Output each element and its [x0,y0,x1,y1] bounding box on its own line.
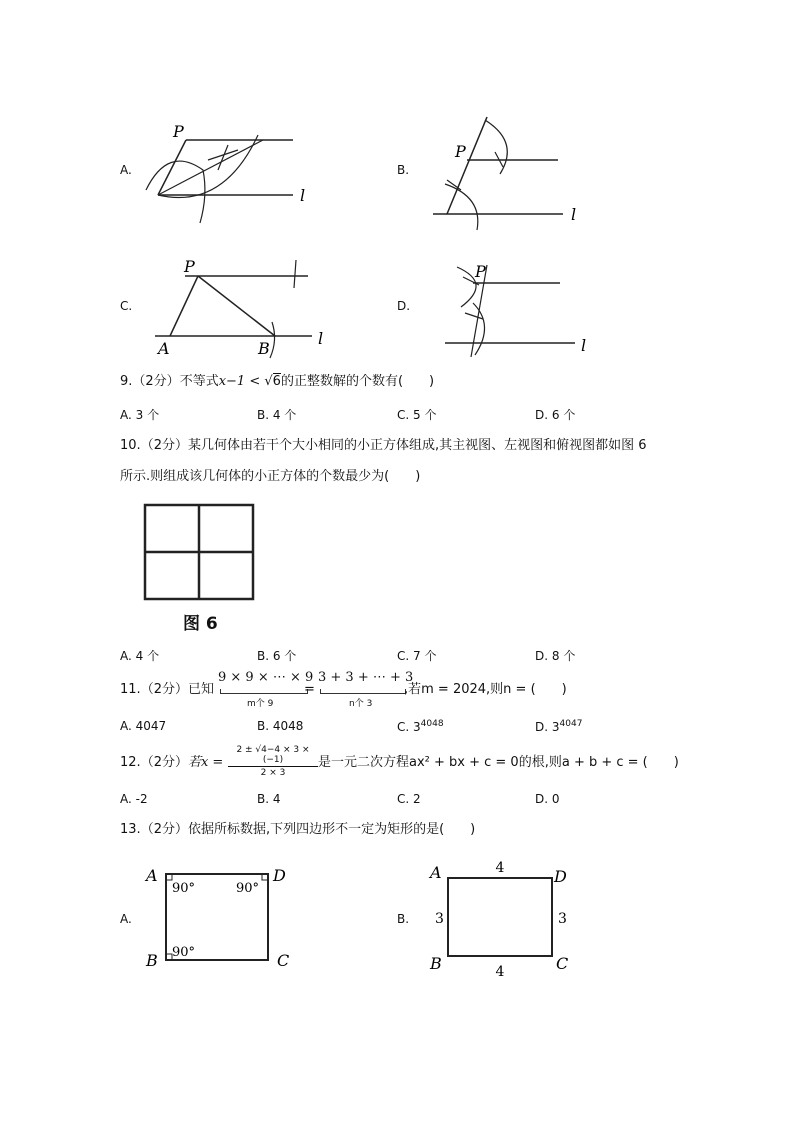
q9-option-c[interactable]: C. 5 个 [397,408,437,422]
q8-option-a-label: A. [120,163,132,177]
q13a-vertex-c: C [277,951,290,970]
question-12 [120,755,223,771]
q11-equals: = [304,682,315,697]
q9-pre: 不等式 [179,374,219,389]
q13-score: （2分） [140,822,188,837]
q12-option-b[interactable]: B. 4 [257,792,281,806]
q10-option-b[interactable]: B. 6 个 [257,649,297,663]
q9-number: 9. [120,374,133,389]
question-13 [120,822,475,838]
q13b-vertex-d: D [554,867,567,886]
question-10-line1 [120,438,647,454]
q13-option-b-label[interactable]: B. [397,912,410,926]
q11-right-brace [320,689,406,694]
q8-option-c-label: C. [120,299,133,313]
question-11 [120,682,214,698]
q12-number: 12. [120,755,141,770]
q13b-side-bottom: 4 [495,964,505,980]
q12-option-c[interactable]: C. 2 [397,792,421,806]
q11-option-b[interactable]: B. 4048 [257,719,304,733]
q13a-angle-b: 90° [172,945,196,960]
sqrt-icon: √ [264,374,273,389]
q11-post: ,若m = 2024,则n = ( ) [404,682,567,697]
q11-right-sum: 3 + 3 + ⋯ + 3 [318,670,414,685]
q10-score: （2分） [140,438,188,453]
q12-pre: 若x = [187,755,224,770]
q8c-point-b: B [258,339,270,358]
q11-option-d-exponent: 4047 [559,719,583,729]
q10-option-c[interactable]: C. 7 个 [397,649,437,663]
q8-option-b-label: B. [397,163,410,177]
q10-text-line2: 所示.则组成该几何体的小正方体的个数最少为( ) [120,469,421,484]
q10-number: 10. [120,438,141,453]
q13-number: 13. [120,822,141,837]
q9-option-a[interactable]: A. 3 个 [120,408,160,422]
q11-right-count: n个 3 [349,699,373,709]
q13b-vertex-c: C [556,954,569,973]
q11-left-count: m个 9 [247,699,274,709]
q13b-side-top: 4 [495,860,505,876]
q12-denominator: 2 × 3 [260,768,286,778]
q9-option-d[interactable]: D. 6 个 [535,408,576,422]
q8b-line-l: l [571,205,577,224]
q8-figure-c [150,250,340,360]
q13-option-a-label[interactable]: A. [120,912,132,926]
q11-option-c-exponent: 4048 [420,719,444,729]
q11-left-brace [220,689,308,694]
q13b-vertex-b: B [430,954,442,973]
q13b-vertex-a: A [430,863,442,882]
q11-option-c-text: C. 3 [397,720,421,734]
q11-option-d-text: D. 3 [535,720,560,734]
q13b-side-right: 3 [558,911,567,927]
q9-option-b[interactable]: B. 4 个 [257,408,297,422]
q11-option-d[interactable] [535,719,582,734]
q13-text: 依据所标数据,下列四边形不一定为矩形的是( ) [187,822,476,837]
q11-left-product: 9 × 9 × ⋯ × 9 [218,670,314,685]
q13-figure-b [420,855,590,980]
q13a-angle-a: 90° [172,881,196,896]
q10-option-d[interactable]: D. 8 个 [535,649,576,663]
q9-score: （2分） [132,374,180,389]
q10-option-a[interactable]: A. 4 个 [120,649,160,663]
q13a-vertex-d: D [273,866,286,885]
q8d-line-l: l [581,336,587,355]
q11-number: 11. [120,682,141,697]
q12-score: （2分） [140,755,188,770]
q13a-vertex-a: A [146,866,158,885]
q9-sqrt-arg: 6 [272,374,281,389]
q13-figure-a [140,860,310,975]
q12-option-a[interactable]: A. -2 [120,792,148,806]
q8c-point-p: P [184,257,195,276]
q10-text-line1: 某几何体由若干个大小相同的小正方体组成,其主视图、左视图和俯视图都如图 6 [187,438,647,453]
question-9 [120,374,434,390]
q12-fraction [228,745,318,778]
q8-figure-b [425,112,585,232]
q13b-side-left: 3 [435,911,444,927]
q8d-point-p: P [475,262,486,281]
q11-option-a[interactable]: A. 4047 [120,719,167,733]
q8-figure-d [435,255,595,365]
q8-option-d-label: D. [397,299,411,313]
q9-post: 的正整数解的个数有( ) [280,374,435,389]
q12-numerator: 2 ± √4−4 × 3 × (−1) [228,745,318,767]
q13a-angle-d: 90° [236,881,260,896]
q11-option-c[interactable] [397,719,444,734]
q8-figure-a [128,115,318,230]
q8a-point-p: P [173,122,184,141]
q11-pre: 已知 [187,682,214,697]
q10-figure-caption: 图 6 [183,614,218,634]
q13a-vertex-b: B [146,951,158,970]
q9-expr: x−1 < [218,374,265,389]
q11-score: （2分） [140,682,188,697]
q8b-point-p: P [455,142,466,161]
q12-option-d[interactable]: D. 0 [535,792,560,806]
q8a-line-l: l [300,186,306,205]
q12-post: 是一元二次方程ax² + bx + c = 0的根,则a + b + c = ( ) [318,755,679,770]
q8c-line-l: l [318,329,324,348]
q8c-point-a: A [158,339,170,358]
